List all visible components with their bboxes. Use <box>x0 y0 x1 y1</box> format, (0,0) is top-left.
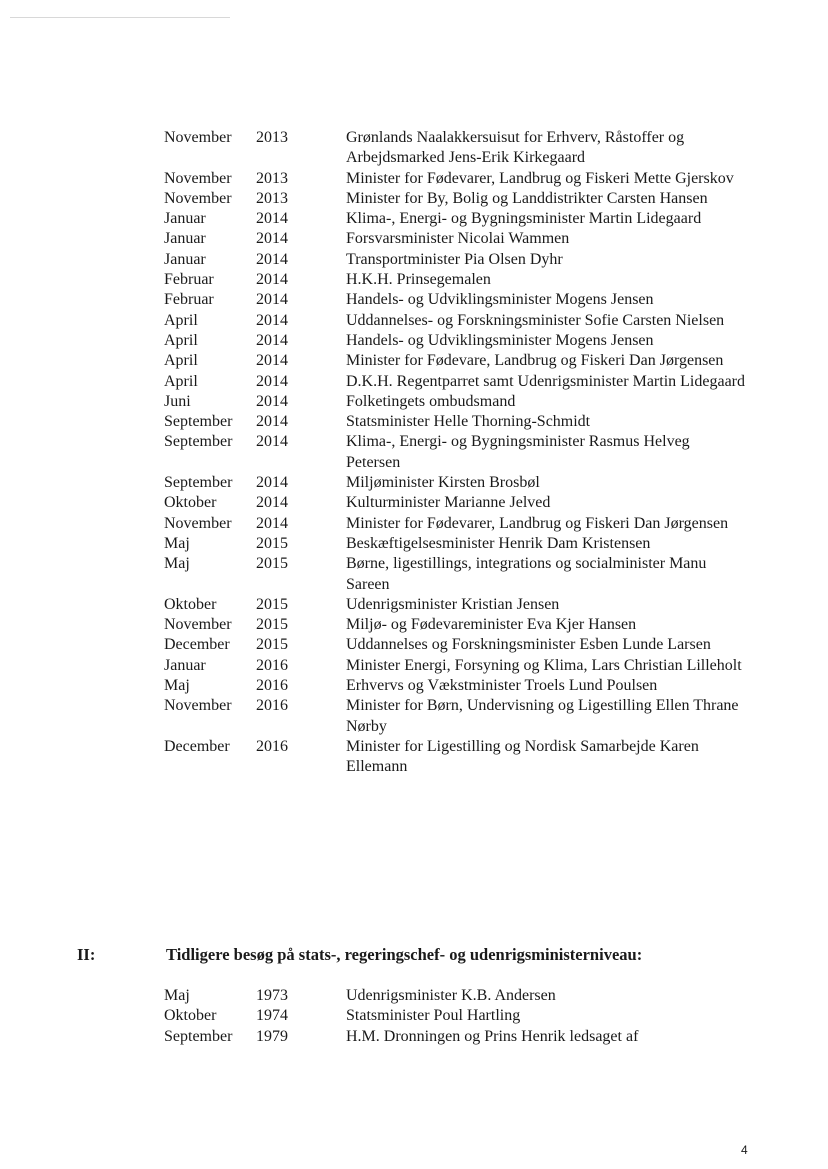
visit-row <box>0 331 828 351</box>
visit-year: 2014 <box>256 230 288 248</box>
visit-month: September <box>164 413 233 431</box>
visit-desc: Erhvervs og Vækstminister Troels Lund Poulsen <box>346 677 658 695</box>
visit-year: 2014 <box>256 413 288 431</box>
visit-desc: Minister for Fødevarer, Landbrug og Fiskeri Dan Jørgensen <box>346 514 729 532</box>
visit-desc: Udenrigsminister Kristian Jensen <box>346 595 560 613</box>
visit-desc: Klima-, Energi- og Bygningsminister Martin Lidegaard <box>346 210 702 228</box>
visit-month: Januar <box>164 230 206 248</box>
visit-desc: Minister for Ligestilling og Nordisk Samarbejde Karen Ellemann <box>346 737 699 776</box>
visit-month: November <box>164 514 232 532</box>
section-title: Tidligere besøg på stats-, regeringschef- og udenrigsministerniveau: <box>166 945 643 964</box>
visit-month: November <box>164 616 232 634</box>
visit-year: 2014 <box>256 291 288 309</box>
visit-row <box>0 676 828 696</box>
visit-row <box>0 473 828 493</box>
visit-row <box>0 372 828 392</box>
visit-desc: Grønlands Naalakkersuisut for Erhverv, Råstoffer og Arbejdsmarked Jens-Erik Kirkegaard <box>346 129 685 167</box>
visit-year: 2016 <box>256 697 288 715</box>
visit-row <box>0 432 828 473</box>
visit-desc: Minister for Fødevare, Landbrug og Fiskeri Dan Jørgensen <box>346 352 724 370</box>
visit-month: December <box>164 737 230 755</box>
earlier-visits-list <box>0 986 828 1047</box>
visit-row <box>0 209 828 229</box>
visit-year: 2014 <box>256 494 288 512</box>
visit-year: 2014 <box>256 433 288 451</box>
visit-year: 2015 <box>256 555 288 573</box>
visit-row <box>0 696 828 737</box>
visit-month: April <box>164 352 198 370</box>
visit-desc: Kulturminister Marianne Jelved <box>346 494 551 512</box>
visit-month: Januar <box>164 656 206 674</box>
visits-list <box>0 128 828 778</box>
visit-month: November <box>164 697 232 715</box>
visit-month: November <box>164 169 232 187</box>
visit-desc: Handels- og Udviklingsminister Mogens Jensen <box>346 331 654 349</box>
visit-year: 2014 <box>256 372 288 390</box>
visit-year: 2016 <box>256 656 288 674</box>
visit-desc: Transportminister Pia Olsen Dyhr <box>346 250 563 268</box>
visit-desc: Beskæftigelsesminister Henrik Dam Kristensen <box>346 534 651 552</box>
visit-desc: Minister for Fødevarer, Landbrug og Fiskeri Mette Gjerskov <box>346 169 734 187</box>
visit-row <box>0 250 828 270</box>
visit-row <box>0 737 828 778</box>
visit-month: Maj <box>164 677 190 695</box>
visit-month: Januar <box>164 210 206 228</box>
visit-row <box>0 635 828 655</box>
visit-month: Februar <box>164 291 214 309</box>
visit-year: 2014 <box>256 392 288 410</box>
visit-year: 2013 <box>256 189 288 207</box>
visit-row <box>0 128 828 169</box>
visit-year: 2014 <box>256 271 288 289</box>
visit-month: Juni <box>164 392 191 410</box>
visit-month: December <box>164 636 230 654</box>
visit-month: Oktober <box>164 595 217 613</box>
visit-year: 1979 <box>256 1027 288 1045</box>
visit-row <box>0 169 828 189</box>
visit-desc: Miljøminister Kirsten Brosbøl <box>346 474 540 492</box>
visit-month: April <box>164 331 198 349</box>
visit-desc: Klima-, Energi- og Bygningsminister Rasmus Helveg Petersen <box>346 433 690 471</box>
visit-year: 2015 <box>256 636 288 654</box>
visit-desc: Uddannelses- og Forskningsminister Sofie Carsten Nielsen <box>346 311 725 329</box>
visit-desc: Børne, ligestillings, integrations og socialminister Manu Sareen <box>346 555 707 593</box>
visit-row <box>0 986 828 1006</box>
visit-desc: Statsminister Helle Thorning-Schmidt <box>346 413 591 431</box>
visit-desc: Handels- og Udviklingsminister Mogens Jensen <box>346 291 654 309</box>
visit-year: 1974 <box>256 1007 288 1025</box>
visit-month: Januar <box>164 250 206 268</box>
visit-desc: Minister for Børn, Undervisning og Ligestilling Ellen Thrane Nørby <box>346 697 739 735</box>
visit-desc: Minister for By, Bolig og Landdistrikter Carsten Hansen <box>346 189 708 207</box>
visit-row <box>0 229 828 249</box>
visit-year: 2014 <box>256 514 288 532</box>
visit-row <box>0 534 828 554</box>
visit-year: 2014 <box>256 331 288 349</box>
visit-month: September <box>164 433 233 451</box>
visit-year: 2015 <box>256 616 288 634</box>
visit-year: 2014 <box>256 474 288 492</box>
visit-row <box>0 595 828 615</box>
visit-row <box>0 514 828 534</box>
visit-row <box>0 656 828 676</box>
visit-row <box>0 1027 828 1047</box>
visit-month: Februar <box>164 271 214 289</box>
visit-month: Oktober <box>164 1007 217 1025</box>
visit-month: April <box>164 372 198 390</box>
visit-month: Oktober <box>164 494 217 512</box>
visit-year: 2014 <box>256 250 288 268</box>
visit-month: Maj <box>164 534 190 552</box>
visit-desc: Minister Energi, Forsyning og Klima, Lars Christian Lilleholt <box>346 656 742 674</box>
visit-month: November <box>164 129 232 146</box>
visit-year: 2014 <box>256 311 288 329</box>
visit-year: 2015 <box>256 595 288 613</box>
visit-row <box>0 493 828 513</box>
visit-year: 2015 <box>256 534 288 552</box>
visit-year: 2014 <box>256 210 288 228</box>
visit-row <box>0 392 828 412</box>
visit-year: 2016 <box>256 737 288 755</box>
visit-row <box>0 351 828 371</box>
visit-row <box>0 1006 828 1026</box>
visit-desc: D.K.H. Regentparret samt Udenrigsminister Martin Lidegaard <box>346 372 745 390</box>
visit-desc: Statsminister Poul Hartling <box>346 1007 521 1025</box>
visit-desc: Udenrigsminister K.B. Andersen <box>346 987 556 1004</box>
visit-month: April <box>164 311 198 329</box>
visit-desc: Uddannelses og Forskningsminister Esben Lunde Larsen <box>346 636 711 654</box>
section-number: II: <box>77 945 96 964</box>
visit-month: Maj <box>164 555 190 573</box>
page-number: 4 <box>741 1143 748 1157</box>
visit-month: Maj <box>164 987 190 1004</box>
visit-year: 2014 <box>256 352 288 370</box>
visit-desc: H.K.H. Prinsegemalen <box>346 271 491 289</box>
visit-row <box>0 311 828 331</box>
visit-year: 2013 <box>256 129 288 146</box>
visit-row <box>0 615 828 635</box>
header-rule <box>10 17 230 18</box>
visit-row <box>0 554 828 595</box>
visit-year: 2016 <box>256 677 288 695</box>
visit-row <box>0 412 828 432</box>
visit-desc: H.M. Dronningen og Prins Henrik ledsaget af <box>346 1027 639 1045</box>
visit-month: September <box>164 1027 233 1045</box>
visit-row <box>0 290 828 310</box>
visit-desc: Miljø- og Fødevareminister Eva Kjer Hansen <box>346 616 637 634</box>
visit-desc: Folketingets ombudsmand <box>346 392 516 410</box>
visit-row <box>0 189 828 209</box>
visit-desc: Forsvarsminister Nicolai Wammen <box>346 230 570 248</box>
visit-year: 2013 <box>256 169 288 187</box>
visit-year: 1973 <box>256 987 288 1004</box>
visit-row <box>0 270 828 290</box>
visit-month: September <box>164 474 233 492</box>
visit-month: November <box>164 189 232 207</box>
section-heading <box>0 945 828 965</box>
